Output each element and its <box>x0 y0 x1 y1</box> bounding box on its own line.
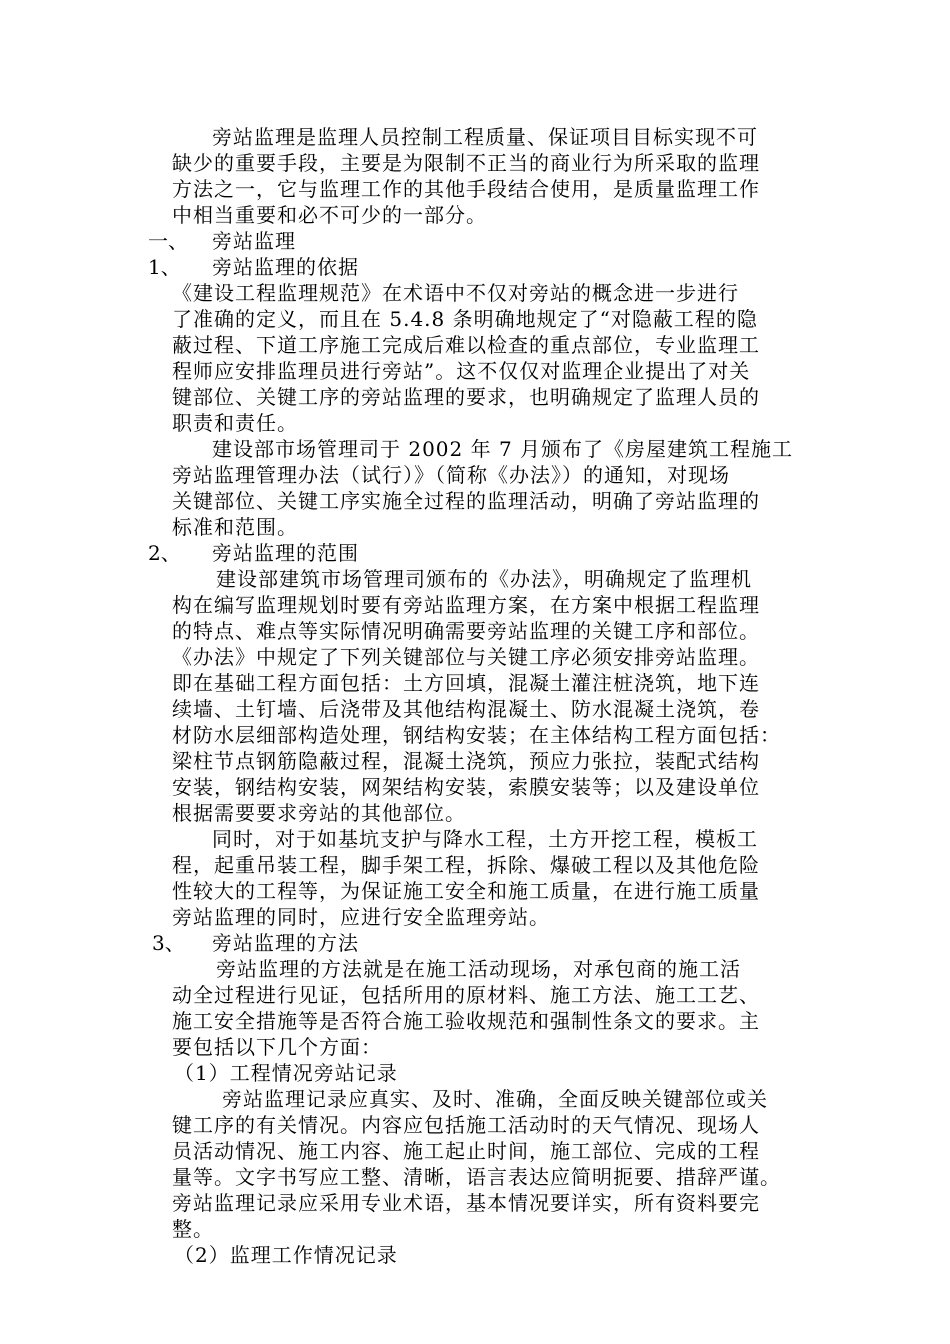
intro-line: 方法之一，它与监理工作的其他手段结合使用，是质量监理工作 <box>172 177 760 201</box>
scope-line: 建设部建筑市场管理司颁布的《办法》，明确规定了监理机 <box>216 567 752 591</box>
item-line: 键工序的有关情况。内容应包括施工活动时的天气情况、现场人 <box>172 1113 760 1137</box>
basis-line: 关键部位、关键工序实施全过程的监理活动，明确了旁站监理的 <box>172 489 760 513</box>
scope-line: 根据需要要求旁站的其他部位。 <box>172 801 466 825</box>
intro-line: 旁站监理是监理人员控制工程质量、保证项目目标实现不可 <box>212 125 758 149</box>
section-heading: 旁站监理 <box>212 229 296 253</box>
subsection-heading: 旁站监理的依据 <box>212 255 359 279</box>
basis-line: 蔽过程、下道工序施工完成后难以检查的重点部位，专业监理工 <box>172 333 760 357</box>
scope-line: 《办法》中规定了下列关键部位与关键工序必须安排旁站监理。 <box>172 645 760 669</box>
scope-line: 安装，钢结构安装，网架结构安装，索膜安装等；以及建设单位 <box>172 775 760 799</box>
item-heading: （2）监理工作情况记录 <box>174 1243 398 1267</box>
method-line: 施工安全措施等是否符合施工验收规范和强制性条文的要求。主 <box>172 1009 760 1033</box>
subsection-number: 3、 <box>152 931 185 955</box>
method-line: 要包括以下几个方面： <box>172 1035 382 1059</box>
subsection-number: 2、 <box>148 541 181 565</box>
basis-line: 《建设工程监理规范》在术语中不仅对旁站的概念进一步进行 <box>172 281 739 305</box>
scope-line: 续墙、土钉墙、后浇带及其他结构混凝土、防水混凝土浇筑，卷 <box>172 697 760 721</box>
subsection-number: 1、 <box>148 255 181 279</box>
scope-line: 即在基础工程方面包括：土方回填，混凝土灌注桩浇筑，地下连 <box>172 671 760 695</box>
method-line: 动全过程进行见证，包括所用的原材料、施工方法、施工工艺、 <box>172 983 760 1007</box>
basis-line: 建设部市场管理司于 2002 年 7 月颁布了《房屋建筑工程施工 <box>212 437 794 461</box>
item-line: 员活动情况、施工内容、施工起止时间，施工部位、完成的工程 <box>172 1139 760 1163</box>
method-line: 旁站监理的方法就是在施工活动现场，对承包商的施工活 <box>216 957 741 981</box>
basis-line: 职责和责任。 <box>172 411 298 435</box>
item-heading: （1）工程情况旁站记录 <box>174 1061 398 1085</box>
item-line: 旁站监理记录应真实、及时、准确，全面反映关键部位或关 <box>222 1087 768 1111</box>
item-line: 整。 <box>172 1217 214 1241</box>
scope-line: 同时，对于如基坑支护与降水工程，土方开挖工程，模板工 <box>212 827 758 851</box>
item-line: 量等。文字书写应工整、清晰，语言表达应简明扼要、措辞严谨。 <box>172 1165 781 1189</box>
scope-line: 旁站监理的同时，应进行安全监理旁站。 <box>172 905 550 929</box>
basis-line: 标准和范围。 <box>172 515 298 539</box>
subsection-heading: 旁站监理的方法 <box>212 931 359 955</box>
basis-line: 键部位、关键工序的旁站监理的要求，也明确规定了监理人员的 <box>172 385 760 409</box>
scope-line: 构在编写监理规划时要有旁站监理方案，在方案中根据工程监理 <box>172 593 760 617</box>
subsection-heading: 旁站监理的范围 <box>212 541 359 565</box>
intro-line: 中相当重要和必不可少的一部分。 <box>172 203 487 227</box>
item-line: 旁站监理记录应采用专业术语，基本情况要详实，所有资料要完 <box>172 1191 760 1215</box>
scope-line: 梁柱节点钢筋隐蔽过程，混凝土浇筑，预应力张拉，装配式结构 <box>172 749 760 773</box>
scope-line: 性较大的工程等，为保证施工安全和施工质量，在进行施工质量 <box>172 879 760 903</box>
intro-line: 缺少的重要手段，主要是为限制不正当的商业行为所采取的监理 <box>172 151 760 175</box>
basis-line: 了准确的定义，而且在 5.4.8 条明确地规定了“对隐蔽工程的隐 <box>172 307 758 331</box>
scope-line: 的特点、难点等实际情况明确需要旁站监理的关键工序和部位。 <box>172 619 760 643</box>
basis-line: 程师应安排监理员进行旁站”。这不仅仅对监理企业提出了对关 <box>172 359 751 383</box>
scope-line: 程，起重吊装工程，脚手架工程，拆除、爆破工程以及其他危险 <box>172 853 760 877</box>
basis-line: 旁站监理管理办法（试行）》（简称《办法》）的通知，对现场 <box>172 463 730 487</box>
section-number: 一、 <box>148 229 188 253</box>
scope-line: 材防水层细部构造处理，钢结构安装；在主体结构工程方面包括： <box>172 723 781 747</box>
